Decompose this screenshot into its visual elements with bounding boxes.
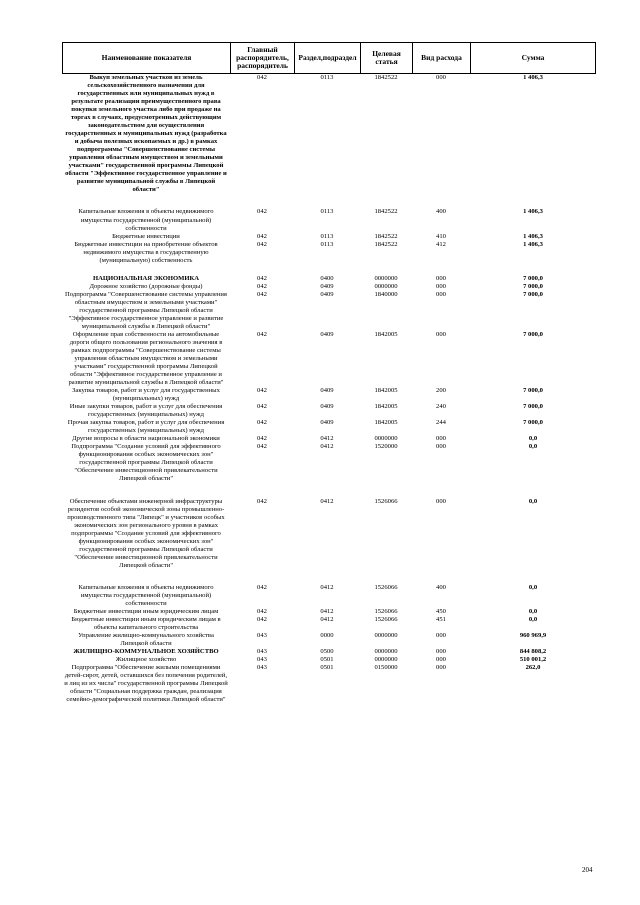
cell-name: Капитальные вложения в объекты недвижимого имущества государственной (муниципальной) собственности bbox=[78, 208, 214, 232]
cell-gr: 042 bbox=[257, 443, 267, 451]
cell-rz: 0412 bbox=[320, 615, 334, 623]
cell-sum: 0,0 bbox=[528, 607, 538, 615]
cell-cs: 0000000 bbox=[374, 435, 398, 443]
cell-rz: 0501 bbox=[320, 656, 334, 664]
table-row bbox=[62, 584, 596, 608]
cell-cs: 1842005 bbox=[374, 419, 398, 427]
cell-rz: 0409 bbox=[320, 387, 334, 395]
table-row bbox=[62, 419, 596, 435]
cell-cs: 1526066 bbox=[374, 583, 398, 591]
cell-name: Капитальные вложения в объекты недвижимого имущества государственной (муниципальной) собственности bbox=[78, 583, 214, 607]
cell-name: Дорожное хозяйство (дорожные фонды) bbox=[89, 282, 203, 290]
budget-table bbox=[62, 42, 596, 704]
cell-vr: 000 bbox=[436, 282, 446, 290]
cell-gr: 042 bbox=[257, 274, 267, 282]
cell-vr: 000 bbox=[436, 497, 446, 505]
cell-sum: 7 000,0 bbox=[523, 274, 543, 282]
cell-name: Бюджетные инвестиции на приобретение объектов недвижимого имущества в государственную (муниципальную) собственность bbox=[74, 240, 218, 264]
cell-gr: 042 bbox=[257, 282, 267, 290]
table-row bbox=[62, 233, 596, 241]
cell-name: Управление жилищно-коммунального хозяйства Липецкой области bbox=[78, 631, 214, 647]
cell-vr: 000 bbox=[436, 290, 446, 298]
cell-rz: 0412 bbox=[320, 607, 334, 615]
cell-sum: 7 000,0 bbox=[523, 419, 543, 427]
cell-vr: 410 bbox=[436, 232, 446, 240]
cell-vr: 000 bbox=[436, 274, 446, 282]
cell-cs: 0150000 bbox=[374, 664, 398, 672]
cell-name: Подпрограмма "Создание условий для эффективного функционирования особых экономических зон" государственной программы Липецкой области "Обеспечение инвестиционной привлекательности Липецкой области" bbox=[71, 443, 221, 483]
cell-gr: 042 bbox=[257, 74, 267, 81]
cell-rz: 0409 bbox=[320, 403, 334, 411]
table-row bbox=[62, 387, 596, 403]
cell-gr: 042 bbox=[257, 240, 267, 248]
cell-rz: 0409 bbox=[320, 282, 334, 290]
table-row bbox=[62, 656, 596, 664]
cell-sum: 7 000,0 bbox=[523, 290, 543, 298]
cell-sum: 0,0 bbox=[528, 583, 538, 591]
cell-name: Жилищное хозяйство bbox=[115, 656, 177, 664]
cell-sum: 1 406,3 bbox=[523, 74, 543, 81]
table-row bbox=[62, 291, 596, 331]
cell-vr: 240 bbox=[436, 403, 446, 411]
cell-vr: 451 bbox=[436, 615, 446, 623]
cell-gr: 042 bbox=[257, 583, 267, 591]
cell-gr: 042 bbox=[257, 330, 267, 338]
cell-sum: 7 000,0 bbox=[523, 282, 543, 290]
cell-rz: 0113 bbox=[320, 208, 334, 216]
cell-sum: 0,0 bbox=[528, 443, 538, 451]
cell-name: Бюджетные инвестиции bbox=[112, 232, 180, 240]
cell-rz: 0412 bbox=[320, 443, 334, 451]
cell-gr: 043 bbox=[257, 656, 267, 664]
cell-rz: 0409 bbox=[320, 290, 334, 298]
cell-cs: 0000000 bbox=[374, 656, 398, 664]
header-name: Наименование показателя bbox=[62, 43, 230, 73]
cell-gr: 042 bbox=[257, 497, 267, 505]
cell-gr: 042 bbox=[257, 290, 267, 298]
table-row bbox=[62, 648, 596, 656]
table-row bbox=[62, 435, 596, 443]
cell-cs: 1842522 bbox=[374, 232, 398, 240]
table-row bbox=[62, 241, 596, 275]
cell-rz: 0412 bbox=[320, 435, 334, 443]
cell-gr: 043 bbox=[257, 631, 267, 639]
table-row bbox=[62, 403, 596, 419]
table-row bbox=[62, 664, 596, 704]
cell-sum: 1 406,3 bbox=[523, 240, 543, 248]
cell-vr: 000 bbox=[436, 443, 446, 451]
cell-rz: 0409 bbox=[320, 330, 334, 338]
cell-sum: 510 001,2 bbox=[519, 656, 547, 664]
cell-name: Оформление прав собственности на автомобильные дороги общего пользования регионального значения в рамках подпрограммы "Совершенствование системы управления областным имуществом и земельными участками" государственной программы Липецкой области "Эффективное государственное управление и развитие муниципальной службы в Липецкой области" bbox=[68, 330, 224, 387]
cell-vr: 000 bbox=[436, 435, 446, 443]
cell-rz: 0400 bbox=[320, 274, 334, 282]
cell-cs: 1842522 bbox=[374, 208, 398, 216]
cell-cs: 1842005 bbox=[374, 403, 398, 411]
cell-vr: 000 bbox=[436, 74, 446, 81]
table-row bbox=[62, 74, 596, 208]
cell-gr: 042 bbox=[257, 615, 267, 623]
table-row bbox=[62, 283, 596, 291]
header-gr: Главный распорядитель, распорядитель bbox=[230, 43, 294, 73]
cell-cs: 0000000 bbox=[374, 648, 398, 656]
cell-name: Подпрограмма "Совершенствование системы управления областным имуществом и земельными участками" государственной программы Липецкой области "Эффективное государственное управление и развитие муниципальной службы в Липецкой области" bbox=[65, 290, 227, 330]
cell-sum: 1 406,3 bbox=[523, 232, 543, 240]
cell-gr: 042 bbox=[257, 403, 267, 411]
cell-rz: 0412 bbox=[320, 583, 334, 591]
cell-cs: 0000000 bbox=[374, 631, 398, 639]
cell-cs: 1526066 bbox=[374, 497, 398, 505]
table-row bbox=[62, 208, 596, 232]
cell-gr: 042 bbox=[257, 387, 267, 395]
cell-vr: 450 bbox=[436, 607, 446, 615]
cell-gr: 043 bbox=[257, 664, 267, 672]
cell-cs: 1842005 bbox=[374, 387, 398, 395]
cell-sum: 1 406,3 bbox=[523, 208, 543, 216]
cell-gr: 042 bbox=[257, 435, 267, 443]
cell-vr: 000 bbox=[436, 330, 446, 338]
cell-name: НАЦИОНАЛЬНАЯ ЭКОНОМИКА bbox=[92, 274, 200, 282]
table-row bbox=[62, 331, 596, 387]
cell-sum: 0,0 bbox=[528, 497, 538, 505]
cell-cs: 1526066 bbox=[374, 615, 398, 623]
header-vr: Вид расхода bbox=[412, 43, 470, 73]
cell-name: Бюджетные инвестиции иным юридическим лицам в объекты капитального строительства bbox=[71, 615, 221, 631]
cell-cs: 1526066 bbox=[374, 607, 398, 615]
cell-name: Обеспечение объектами инженерной инфраструктуры резидентов особой экономической зоны промышленно-производственного типа "Липецк" и участников особых экономических зон регионального уровня в рамках подпрограммы "Создание условий для эффективного функционирования особых экономических зон" государственной программы Липецкой области "Обеспечение инвестиционной привлекательности Липецкой области" bbox=[67, 497, 225, 569]
cell-vr: 000 bbox=[436, 664, 446, 672]
cell-name: Закупка товаров, работ и услуг для государственных (муниципальных) нужд bbox=[72, 387, 220, 403]
cell-cs: 1840000 bbox=[374, 290, 398, 298]
cell-sum: 7 000,0 bbox=[523, 403, 543, 411]
cell-name: Прочая закупка товаров, работ и услуг для обеспечения государственных (муниципальных) нужд bbox=[67, 419, 225, 435]
cell-vr: 200 bbox=[436, 387, 446, 395]
cell-gr: 042 bbox=[257, 208, 267, 216]
cell-cs: 1842005 bbox=[374, 330, 398, 338]
cell-name: Иные закупки товаров, работ и услуг для обеспечения государственных (муниципальных) нужд bbox=[69, 403, 223, 419]
cell-rz: 0500 bbox=[320, 648, 334, 656]
cell-cs: 1842522 bbox=[374, 240, 398, 248]
table-body bbox=[62, 74, 596, 704]
cell-rz: 0113 bbox=[320, 74, 334, 81]
cell-vr: 000 bbox=[436, 631, 446, 639]
cell-vr: 412 bbox=[436, 240, 446, 248]
cell-cs: 0000000 bbox=[374, 274, 398, 282]
cell-sum: 7 000,0 bbox=[523, 330, 543, 338]
cell-rz: 0113 bbox=[320, 240, 334, 248]
cell-rz: 0412 bbox=[320, 497, 334, 505]
cell-rz: 0000 bbox=[320, 631, 334, 639]
cell-sum: 262,0 bbox=[525, 664, 541, 672]
cell-gr: 042 bbox=[257, 232, 267, 240]
cell-gr: 043 bbox=[257, 648, 267, 656]
table-row bbox=[62, 608, 596, 616]
cell-rz: 0501 bbox=[320, 664, 334, 672]
table-header bbox=[62, 42, 596, 74]
cell-name: Выкуп земельных участков из земель сельскохозяйственного назначения для государственных или муниципальных нужд в результате реализации преимущественного права покупки земельного участка либо при продаже на торгах в случаях, предусмотренных действующим законодательством для осуществления государственных и муниципальных нужд (разработка и добыча полезных ископаемых и др.) в рамках подпрограммы "Совершенствование системы управления областным имуществом и земельными участками" государственной программы Липецкой области "Эффективное государственное управление и развитие муниципальной службы в Липецкой области" bbox=[65, 74, 227, 194]
header-razdel: Раздел,подраздел bbox=[294, 43, 360, 73]
table-row bbox=[62, 498, 596, 584]
cell-rz: 0409 bbox=[320, 419, 334, 427]
cell-sum: 0,0 bbox=[528, 615, 538, 623]
page-number: 204 bbox=[582, 866, 593, 874]
cell-name: ЖИЛИЩНО-КОММУНАЛЬНОЕ ХОЗЯЙСТВО bbox=[73, 648, 219, 656]
cell-vr: 244 bbox=[436, 419, 446, 427]
cell-vr: 000 bbox=[436, 648, 446, 656]
cell-cs: 1520000 bbox=[374, 443, 398, 451]
cell-cs: 1842522 bbox=[374, 74, 398, 81]
cell-sum: 7 000,0 bbox=[523, 387, 543, 395]
cell-name: Другие вопросы в области национальной экономики bbox=[72, 435, 220, 443]
cell-sum: 960 969,9 bbox=[519, 631, 547, 639]
table-row bbox=[62, 275, 596, 283]
cell-vr: 400 bbox=[436, 583, 446, 591]
cell-gr: 042 bbox=[257, 419, 267, 427]
cell-vr: 000 bbox=[436, 656, 446, 664]
cell-vr: 400 bbox=[436, 208, 446, 216]
header-sum: Сумма bbox=[470, 43, 596, 73]
table-row bbox=[62, 616, 596, 632]
header-cs: Целевая статья bbox=[360, 43, 412, 73]
cell-name: Бюджетные инвестиции иным юридическим лицам bbox=[73, 607, 219, 615]
cell-rz: 0113 bbox=[320, 232, 334, 240]
cell-cs: 0000000 bbox=[374, 282, 398, 290]
table-row bbox=[62, 632, 596, 648]
table-row bbox=[62, 443, 596, 497]
cell-sum: 844 808,2 bbox=[519, 648, 547, 656]
cell-gr: 042 bbox=[257, 607, 267, 615]
cell-sum: 0,0 bbox=[528, 435, 538, 443]
cell-name: Подпрограмма "Обеспечение жилыми помещениями детей-сирот, детей, оставшихся без попечения родителей, и лиц из их числа" государственной программы Липецкой области "Социальная поддержка граждан, реализация семейно-демографической политики Липецкой области" bbox=[64, 664, 228, 704]
